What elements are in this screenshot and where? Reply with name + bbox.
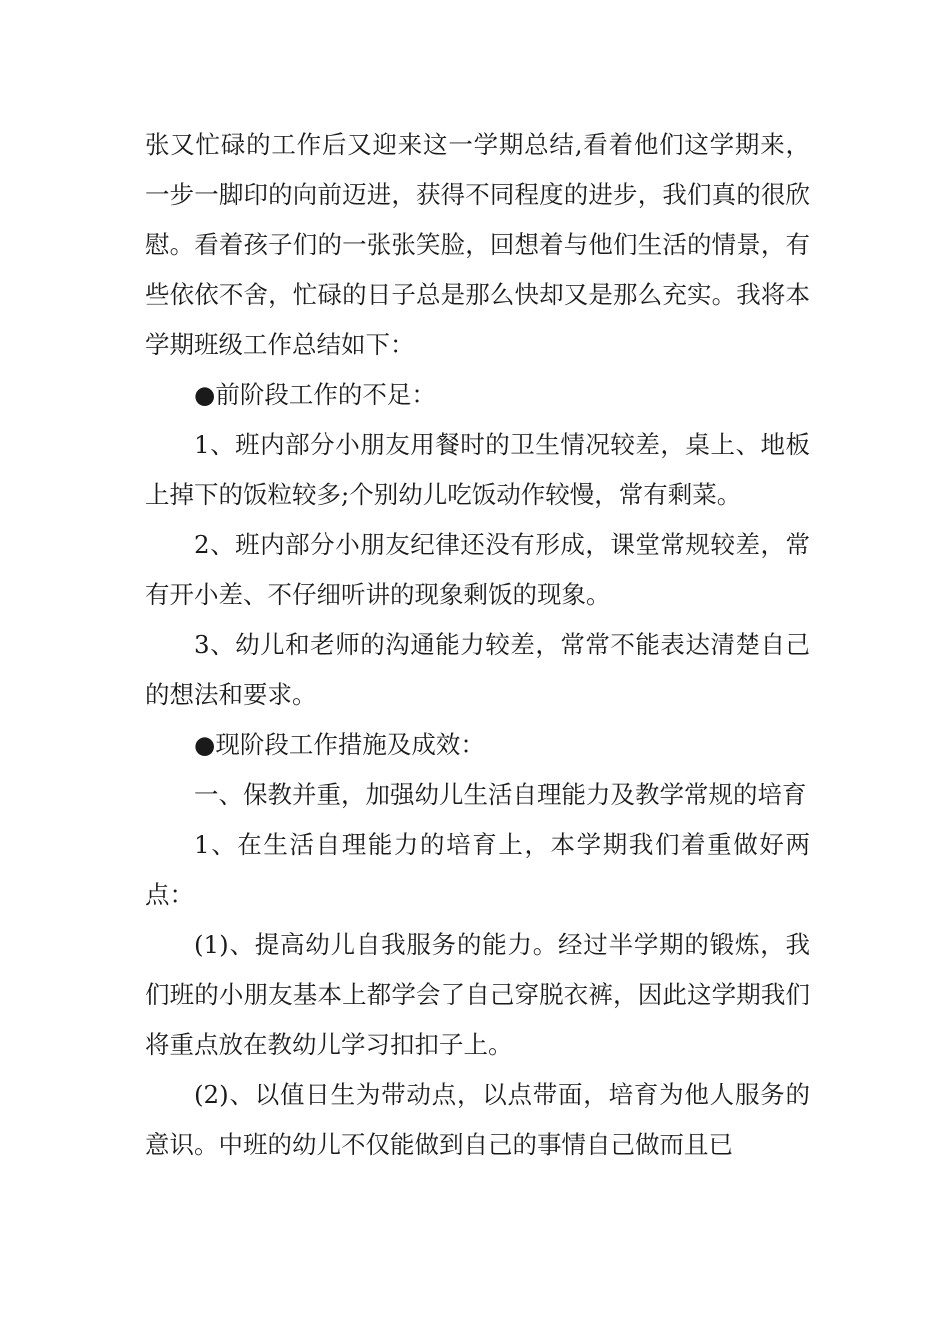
paragraph-intro: 张又忙碌的工作后又迎来这一学期总结,看着他们这学期来，一步一脚印的向前迈进，获得不同程度的进步，我们真的很欣慰。看着孩子们的一张张笑脸，回想着与他们生活的情景，有些依依不舍，忙碌的日子总是那么快却又是那么充实。我将本学期班级工作总结如下： bbox=[145, 130, 810, 359]
section-heading-measures: ●现阶段工作措施及成效： bbox=[194, 730, 485, 759]
paragraph-shortcoming-3: 3、幼儿和老师的沟通能力较差，常常不能表达清楚自己的想法和要求。 bbox=[145, 630, 810, 709]
paragraph-measure-1-a: (1)、提高幼儿自我服务的能力。经过半学期的锻炼，我们班的小朋友基本上都学会了自己穿脱衣裤，因此这学期我们将重点放在教幼儿学习扣扣子上。 bbox=[145, 930, 810, 1059]
paragraph-shortcoming-2: 2、班内部分小朋友纪律还没有形成，课堂常规较差，常有开小差、不仔细听讲的现象剩饭的现象。 bbox=[145, 530, 810, 609]
section-heading-shortcomings: ●前阶段工作的不足： bbox=[194, 380, 436, 409]
paragraph-measure-heading-1: 一、保教并重，加强幼儿生活自理能力及教学常规的培育 bbox=[194, 780, 807, 809]
document-body bbox=[145, 120, 810, 1170]
paragraph-measure-1: 1、在生活自理能力的培育上，本学期我们着重做好两点： bbox=[145, 830, 810, 909]
paragraph-shortcoming-1: 1、班内部分小朋友用餐时的卫生情况较差，桌上、地板上掉下的饭粒较多;个别幼儿吃饭动作较慢，常有剩菜。 bbox=[145, 430, 810, 509]
paragraph-measure-1-b: (2)、以值日生为带动点，以点带面，培育为他人服务的意识。中班的幼儿不仅能做到自己的事情自己做而且已 bbox=[145, 1080, 810, 1159]
